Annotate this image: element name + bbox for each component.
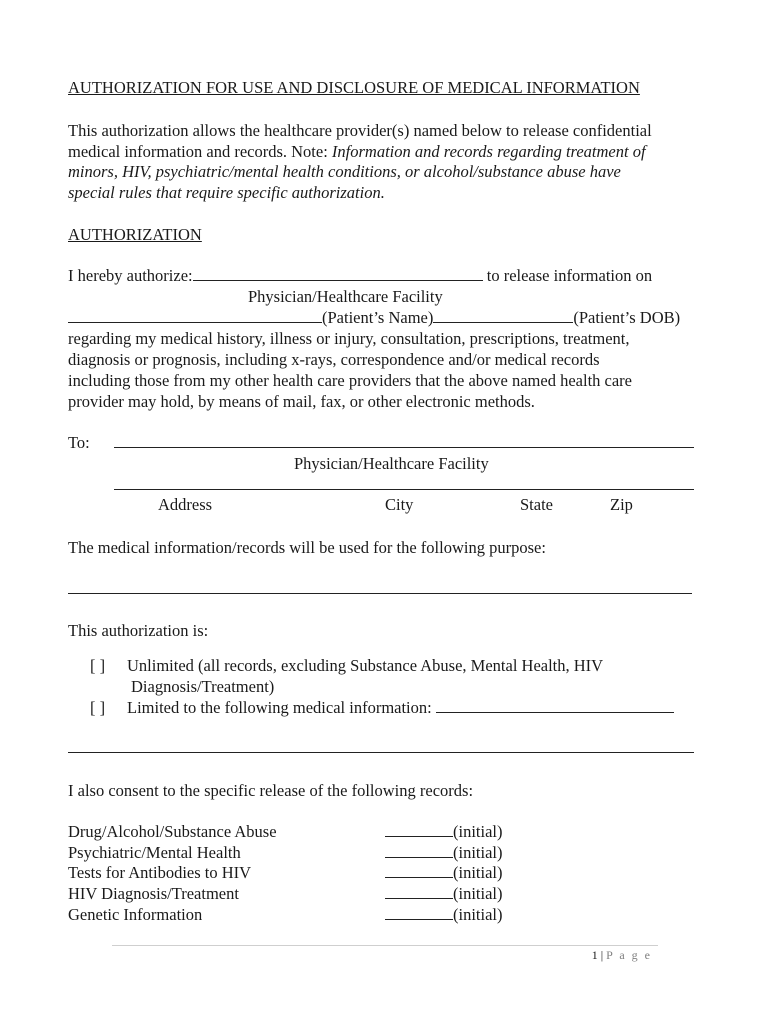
authorize-facility-caption: Physician/Healthcare Facility: [248, 287, 443, 306]
intro-line-2: [68, 141, 646, 162]
consent-initial-hiv-diagnosis: [385, 883, 502, 904]
patient-dob-label: (Patient’s DOB): [573, 308, 681, 327]
page-separator: |: [597, 948, 607, 962]
patient-name-blank[interactable]: [68, 308, 322, 323]
consent-initial-hiv-tests: [385, 862, 502, 883]
initial-blank-drug[interactable]: [385, 822, 453, 837]
initial-blank-hiv-diagnosis[interactable]: [385, 884, 453, 899]
footer-rule: [112, 945, 658, 946]
authorized-facility-blank[interactable]: [193, 266, 483, 281]
authorization-is-label: This authorization is:: [68, 621, 209, 640]
to-address-blank[interactable]: [114, 475, 694, 490]
limited-blank[interactable]: [436, 698, 674, 713]
consent-item-genetic: Genetic Information: [68, 905, 203, 924]
initial-blank-psych[interactable]: [385, 843, 453, 858]
intro-line-2-plain: medical information and records. Note:: [68, 142, 332, 161]
initial-blank-hiv-tests[interactable]: [385, 863, 453, 878]
purpose-label: The medical information/records will be used for the following purpose:: [68, 538, 546, 557]
authorize-line: [68, 265, 652, 286]
consent-item-hiv-diagnosis: HIV Diagnosis/Treatment: [68, 884, 239, 903]
limited-line: [127, 697, 674, 718]
consent-item-drug: Drug/Alcohol/Substance Abuse: [68, 822, 277, 841]
unlimited-line-1: Unlimited (all records, excluding Substance Abuse, Mental Health, HIV: [127, 656, 604, 675]
intro-line-4: special rules that require specific authorization.: [68, 183, 385, 202]
to-facility-blank[interactable]: [114, 433, 694, 448]
consent-initial-drug: [385, 821, 502, 842]
page-footer: [592, 948, 652, 963]
initial-blank-genetic[interactable]: [385, 905, 453, 920]
state-caption: State: [520, 495, 553, 514]
intro-line-3: minors, HIV, psychiatric/mental health conditions, or alcohol/substance abuse have: [68, 162, 621, 181]
intro-line-1: This authorization allows the healthcare provider(s) named below to release confidential: [68, 121, 652, 140]
additional-info-blank[interactable]: [68, 738, 694, 753]
consent-initial-genetic: [385, 904, 502, 925]
authorize-body-4: provider may hold, by means of mail, fax, or other electronic methods.: [68, 392, 535, 411]
authorize-body-1: regarding my medical history, illness or injury, consultation, prescriptions, treatment,: [68, 329, 630, 348]
consent-item-psych: Psychiatric/Mental Health: [68, 843, 241, 862]
address-caption: Address: [158, 495, 213, 514]
unlimited-checkbox[interactable]: [ ]: [90, 656, 106, 675]
authorize-body-2: diagnosis or prognosis, including x-rays, correspondence and/or medical records: [68, 350, 600, 369]
city-caption: City: [385, 495, 414, 514]
authorize-suffix: to release information on: [482, 266, 653, 285]
authorize-prefix: I hereby authorize:: [68, 266, 193, 285]
section-heading: AUTHORIZATION: [68, 225, 202, 244]
intro-line-2-italic: Information and records regarding treatment of: [331, 142, 646, 161]
limited-label: Limited to the following medical information:: [127, 698, 432, 717]
patient-name-label: (Patient’s Name): [322, 308, 434, 327]
patient-dob-blank[interactable]: [433, 308, 573, 323]
patient-line: [68, 307, 680, 328]
document-title: AUTHORIZATION FOR USE AND DISCLOSURE OF MEDICAL INFORMATION: [68, 78, 640, 97]
initial-label: (initial): [453, 822, 503, 841]
zip-caption: Zip: [610, 495, 633, 514]
initial-label: (initial): [453, 843, 503, 862]
consent-item-hiv-tests: Tests for Antibodies to HIV: [68, 863, 252, 882]
unlimited-line-2: Diagnosis/Treatment): [131, 677, 275, 696]
limited-checkbox[interactable]: [ ]: [90, 698, 106, 717]
initial-label: (initial): [453, 863, 503, 882]
consent-label: I also consent to the specific release of the following records:: [68, 781, 474, 800]
consent-initial-psych: [385, 842, 502, 863]
initial-label: (initial): [453, 905, 503, 924]
to-facility-caption: Physician/Healthcare Facility: [294, 454, 489, 473]
page-number: 1: [591, 948, 598, 962]
authorize-body-3: including those from my other health care providers that the above named health care: [68, 371, 632, 390]
page-word: P a g e: [606, 948, 652, 962]
initial-label: (initial): [453, 884, 503, 903]
purpose-blank[interactable]: [68, 579, 692, 594]
to-label: To:: [68, 433, 90, 452]
